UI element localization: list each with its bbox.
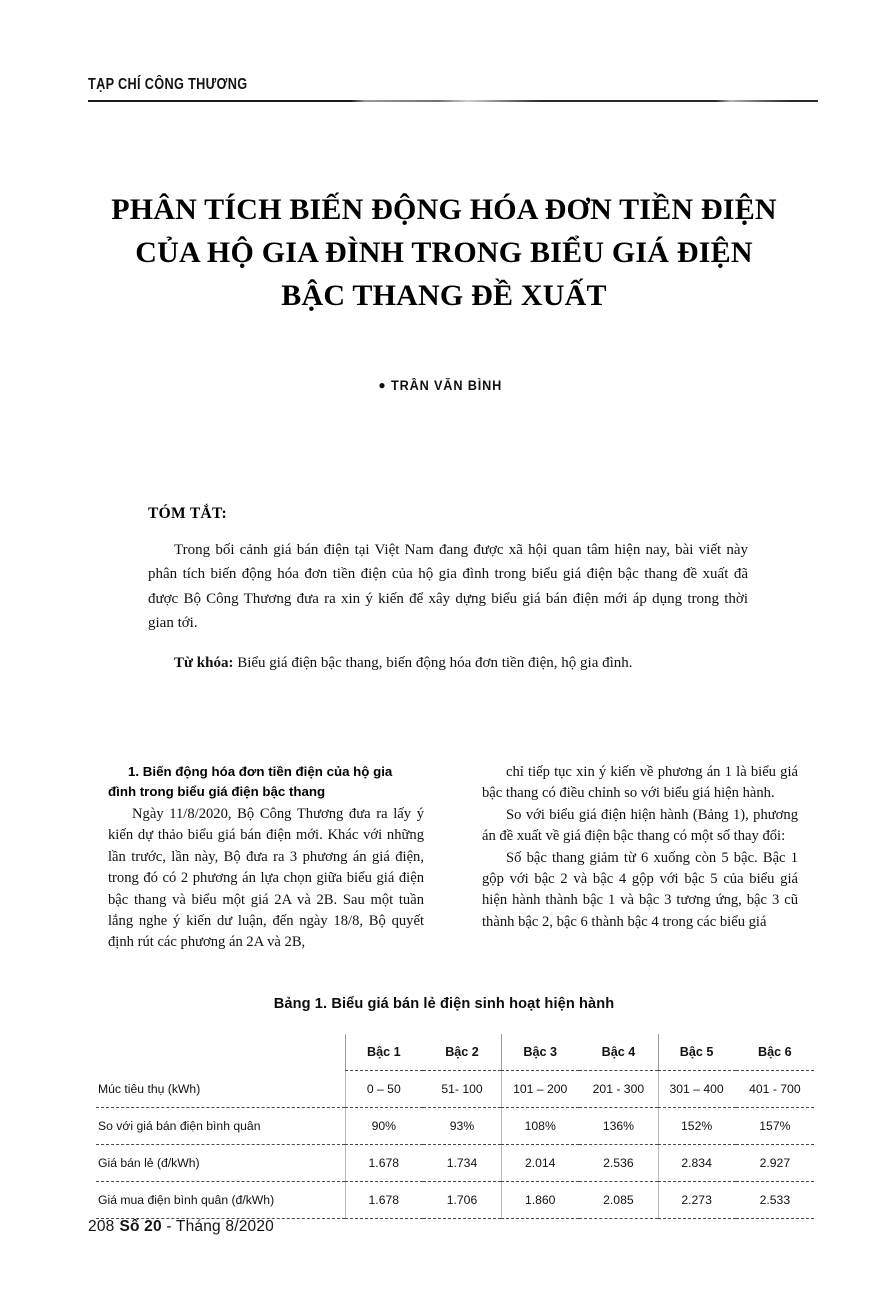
author-byline: [60, 378, 828, 393]
table-cell: 51- 100: [423, 1071, 501, 1108]
table-cell: 401 - 700: [736, 1071, 814, 1108]
table-col-header: Bậc 2: [423, 1034, 501, 1071]
keywords-label: Từ khóa:: [174, 654, 234, 671]
keywords-value: Biểu giá điện bậc thang, biến động hóa đơn tiền điện, hộ gia đình.: [237, 654, 633, 671]
abstract-heading: TÓM TẮT:: [148, 505, 227, 522]
section-heading-1: 1. Biến động hóa đơn tiền điện của hộ gia đình trong biểu giá điện bậc thang: [108, 764, 393, 799]
table-cell: 2.536: [579, 1145, 657, 1182]
table-cell: 101 – 200: [501, 1071, 579, 1108]
abstract-section: [148, 505, 748, 690]
table-cell: 90%: [345, 1108, 423, 1145]
table-row-label: Múc tiêu thụ (kWh): [96, 1071, 345, 1108]
title-line-2: CỦA HỘ GIA ĐÌNH TRONG BIỂU GIÁ ĐIỆN: [135, 236, 753, 270]
table-cell: 2.014: [501, 1145, 579, 1182]
title-line-1: PHÂN TÍCH BIẾN ĐỘNG HÓA ĐƠN TIỀN ĐIỆN: [111, 193, 777, 227]
issue-date: - Tháng 8/2020: [166, 1218, 274, 1235]
table-cell: 1.734: [423, 1145, 501, 1182]
table-cell: 1.706: [423, 1182, 501, 1219]
table-cell: 201 - 300: [579, 1071, 657, 1108]
issue-number: Số 20: [119, 1218, 162, 1235]
table-header: [96, 1034, 814, 1071]
table-cell: 2.533: [736, 1182, 814, 1219]
page-footer: [88, 1218, 274, 1236]
table-cell: 136%: [579, 1108, 657, 1145]
abstract-body: Trong bối cảnh giá bán điện tại Việt Nam đang được xã hội quan tâm hiện nay, bài viết này phân tích biến động hóa đơn tiền điện của hộ gia đình trong biểu giá điện bậc thang đề xuất đã được Bộ Công Thương đưa ra xin ý kiến để xây dựng biểu giá bán điện mới áp dụng trong thời gian tới.: [148, 542, 748, 632]
table-row-label: So với giá bán điện bình quân: [96, 1108, 345, 1145]
header-divider: [88, 100, 818, 102]
table-cell: 1.860: [501, 1182, 579, 1219]
table-col-header: Bậc 4: [579, 1034, 657, 1071]
table-col-header: Bậc 1: [345, 1034, 423, 1071]
table-caption: Bảng 1. Biểu giá bán lẻ điện sinh hoạt hiện hành: [273, 996, 615, 1012]
table-row: [96, 1145, 814, 1182]
tariff-table: [96, 1034, 814, 1219]
table-row-label: Giá mua điện bình quân (đ/kWh): [96, 1182, 345, 1219]
table-cell: 157%: [736, 1108, 814, 1145]
table-cell: 93%: [423, 1108, 501, 1145]
body-columns: [108, 762, 798, 980]
table-header-row: [96, 1034, 814, 1071]
right-paragraph-3: Số bậc thang giảm từ 6 xuống còn 5 bậc. Bậc 1 gộp với bậc 2 và bậc 4 gộp với bậc 5 của biểu giá hiện hành thành bậc 1 và bậc 3 tương ứng, bậc 3 cũ thành bậc 2, bậc 6 thành bậc 4 trong các biểu giá: [482, 849, 798, 930]
table-col-header: Bậc 6: [736, 1034, 814, 1071]
table-cell: 2.834: [658, 1145, 736, 1182]
table-body: [96, 1071, 814, 1219]
bullet-icon: ●: [378, 378, 387, 392]
table-container: [96, 1034, 814, 1219]
table-row-label: Giá bán lẻ (đ/kWh): [96, 1145, 345, 1182]
title-line-3: BẬC THANG ĐỀ XUẤT: [281, 279, 607, 313]
table-row: [96, 1108, 814, 1145]
left-paragraph-1: Ngày 11/8/2020, Bộ Công Thương đưa ra lấy ý kiến dự thảo biểu giá bán điện mới. Khác với những lần trước, lần này, Bộ đưa ra 3 phương án giá điện, trong đó có 2 phương án lựa chọn giữa biểu giá điện bậc thang và biểu một giá 2A và 2B. Sau một tuần lắng nghe ý kiến dư luận, đến ngày 18/8, Bộ quyết định rút các phương án 2A và 2B,: [108, 806, 424, 951]
table-cell: 2.927: [736, 1145, 814, 1182]
page-title: [60, 188, 828, 317]
right-column: [482, 762, 798, 980]
abstract-keywords: [148, 651, 748, 675]
author-name: TRẦN VĂN BÌNH: [391, 378, 503, 393]
table-cell: 152%: [658, 1108, 736, 1145]
table-col-header: Bậc 5: [658, 1034, 736, 1071]
journal-name: TẠP CHÍ CÔNG THƯƠNG: [88, 76, 248, 93]
table-cell: 2.085: [579, 1182, 657, 1219]
table-cell: 1.678: [345, 1145, 423, 1182]
left-column: [108, 762, 424, 980]
table-cell: 108%: [501, 1108, 579, 1145]
right-paragraph-1: chỉ tiếp tục xin ý kiến về phương án 1 là biểu giá bậc thang có điều chỉnh so với biểu giá hiện hành.: [482, 764, 798, 802]
table-cell: 1.678: [345, 1182, 423, 1219]
table-row: [96, 1182, 814, 1219]
running-head: [88, 76, 818, 102]
page-number: 208: [88, 1218, 115, 1235]
right-paragraph-2: So với biểu giá điện hiện hành (Bảng 1), phương án đề xuất về giá điện bậc thang có một số thay đổi:: [482, 806, 798, 845]
table-row: [96, 1071, 814, 1108]
table-cell: 2.273: [658, 1182, 736, 1219]
table-col-header: Bậc 3: [501, 1034, 579, 1071]
table-corner-cell: [96, 1034, 345, 1071]
table-cell: 301 – 400: [658, 1071, 736, 1108]
table-cell: 0 – 50: [345, 1071, 423, 1108]
